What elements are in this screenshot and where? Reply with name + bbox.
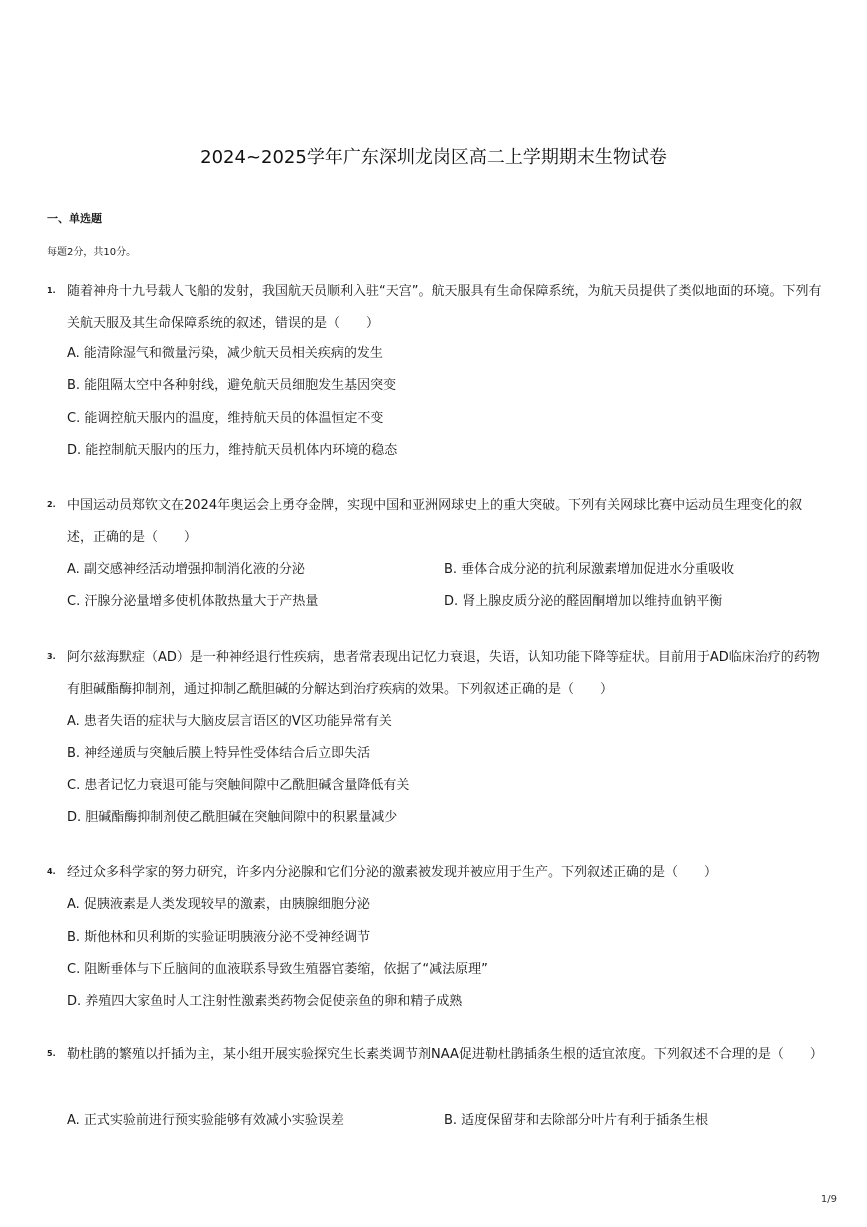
question-number: 4. (47, 867, 56, 876)
option-d: D. 养殖四大家鱼时人工注射性激素类药物会促使亲鱼的卵和精子成熟 (67, 994, 463, 1009)
option-b: B. 适度保留芽和去除部分叶片有利于插条生根 (444, 1113, 709, 1128)
question-number: 1. (47, 286, 56, 295)
page-number: 1/9 (820, 1194, 837, 1205)
option-d: D. 能控制航天服内的压力，维持航天员机体内环境的稳态 (67, 443, 398, 458)
option-a: A. 患者失语的症状与大脑皮层言语区的V区功能异常有关 (67, 714, 392, 729)
section-note: 每题2分，共10分。 (47, 247, 137, 258)
option-b: B. 能阻隔太空中各种射线，避免航天员细胞发生基因突变 (67, 378, 397, 393)
option-a: A. 促胰液素是人类发现较早的激素，由胰腺细胞分泌 (67, 897, 370, 912)
page-title: 2024~2025学年广东深圳龙岗区高二上学期期末生物试卷 (200, 147, 667, 168)
question-stem: 阿尔兹海默症（AD）是一种神经退行性疾病，患者常表现出记忆力衰退，失语，认知功能下降等症状。目前用于AD临床治疗的药物有胆碱酯酶抑制剂，通过抑制乙酰胆碱的分解达到治疗疾病的效果。下列叙述正确的是（ ） (67, 650, 820, 697)
question-number: 2. (47, 500, 56, 509)
option-c: C. 患者记忆力衰退可能与突触间隙中乙酰胆碱含量降低有关 (67, 778, 410, 793)
question-stem: 勒杜鹃的繁殖以扦插为主，某小组开展实验探究生长素类调节剂NAA促进勒杜鹃插条生根的适宜浓度。下列叙述不合理的是（ ） (67, 1047, 823, 1062)
option-d: D. 胆碱酯酶抑制剂使乙酰胆碱在突触间隙中的积累量减少 (67, 810, 398, 825)
option-a: A. 正式实验前进行预实验能够有效减小实验误差 (67, 1113, 344, 1128)
option-c: C. 能调控航天服内的温度，维持航天员的体温恒定不变 (67, 411, 384, 426)
question-stem: 中国运动员郑钦文在2024年奥运会上勇夺金牌，实现中国和亚洲网球史上的重大突破。下列有关网球比赛中运动员生理变化的叙述，正确的是（ ） (67, 498, 803, 545)
option-c: C. 汗腺分泌量增多使机体散热量大于产热量 (67, 594, 319, 609)
option-a: A. 副交感神经活动增强抑制消化液的分泌 (67, 562, 305, 577)
section-heading: 一、单选题 (47, 212, 102, 225)
question-number: 5. (47, 1049, 56, 1058)
option-b: B. 神经递质与突触后膜上特异性受体结合后立即失活 (67, 746, 371, 761)
option-d: D. 肾上腺皮质分泌的醛固酮增加以维持血钠平衡 (444, 594, 723, 609)
question-stem: 经过众多科学家的努力研究，许多内分泌腺和它们分泌的激素被发现并被应用于生产。下列叙述正确的是（ ） (67, 865, 718, 880)
option-b: B. 垂体合成分泌的抗利尿激素增加促进水分重吸收 (444, 562, 735, 577)
question-number: 3. (47, 652, 56, 661)
option-c: C. 阻断垂体与下丘脑间的血液联系导致生殖器官萎缩，依据了“减法原理” (67, 962, 488, 977)
option-a: A. 能清除湿气和微量污染，减少航天员相关疾病的发生 (67, 346, 383, 361)
question-stem: 随着神舟十九号载人飞船的发射，我国航天员顺利入驻“天宫”。航天服具有生命保障系统，为航天员提供了类似地面的环境。下列有关航天服及其生命保障系统的叙述，错误的是（ ） (67, 284, 822, 331)
option-b: B. 斯他林和贝利斯的实验证明胰液分泌不受神经调节 (67, 930, 371, 945)
